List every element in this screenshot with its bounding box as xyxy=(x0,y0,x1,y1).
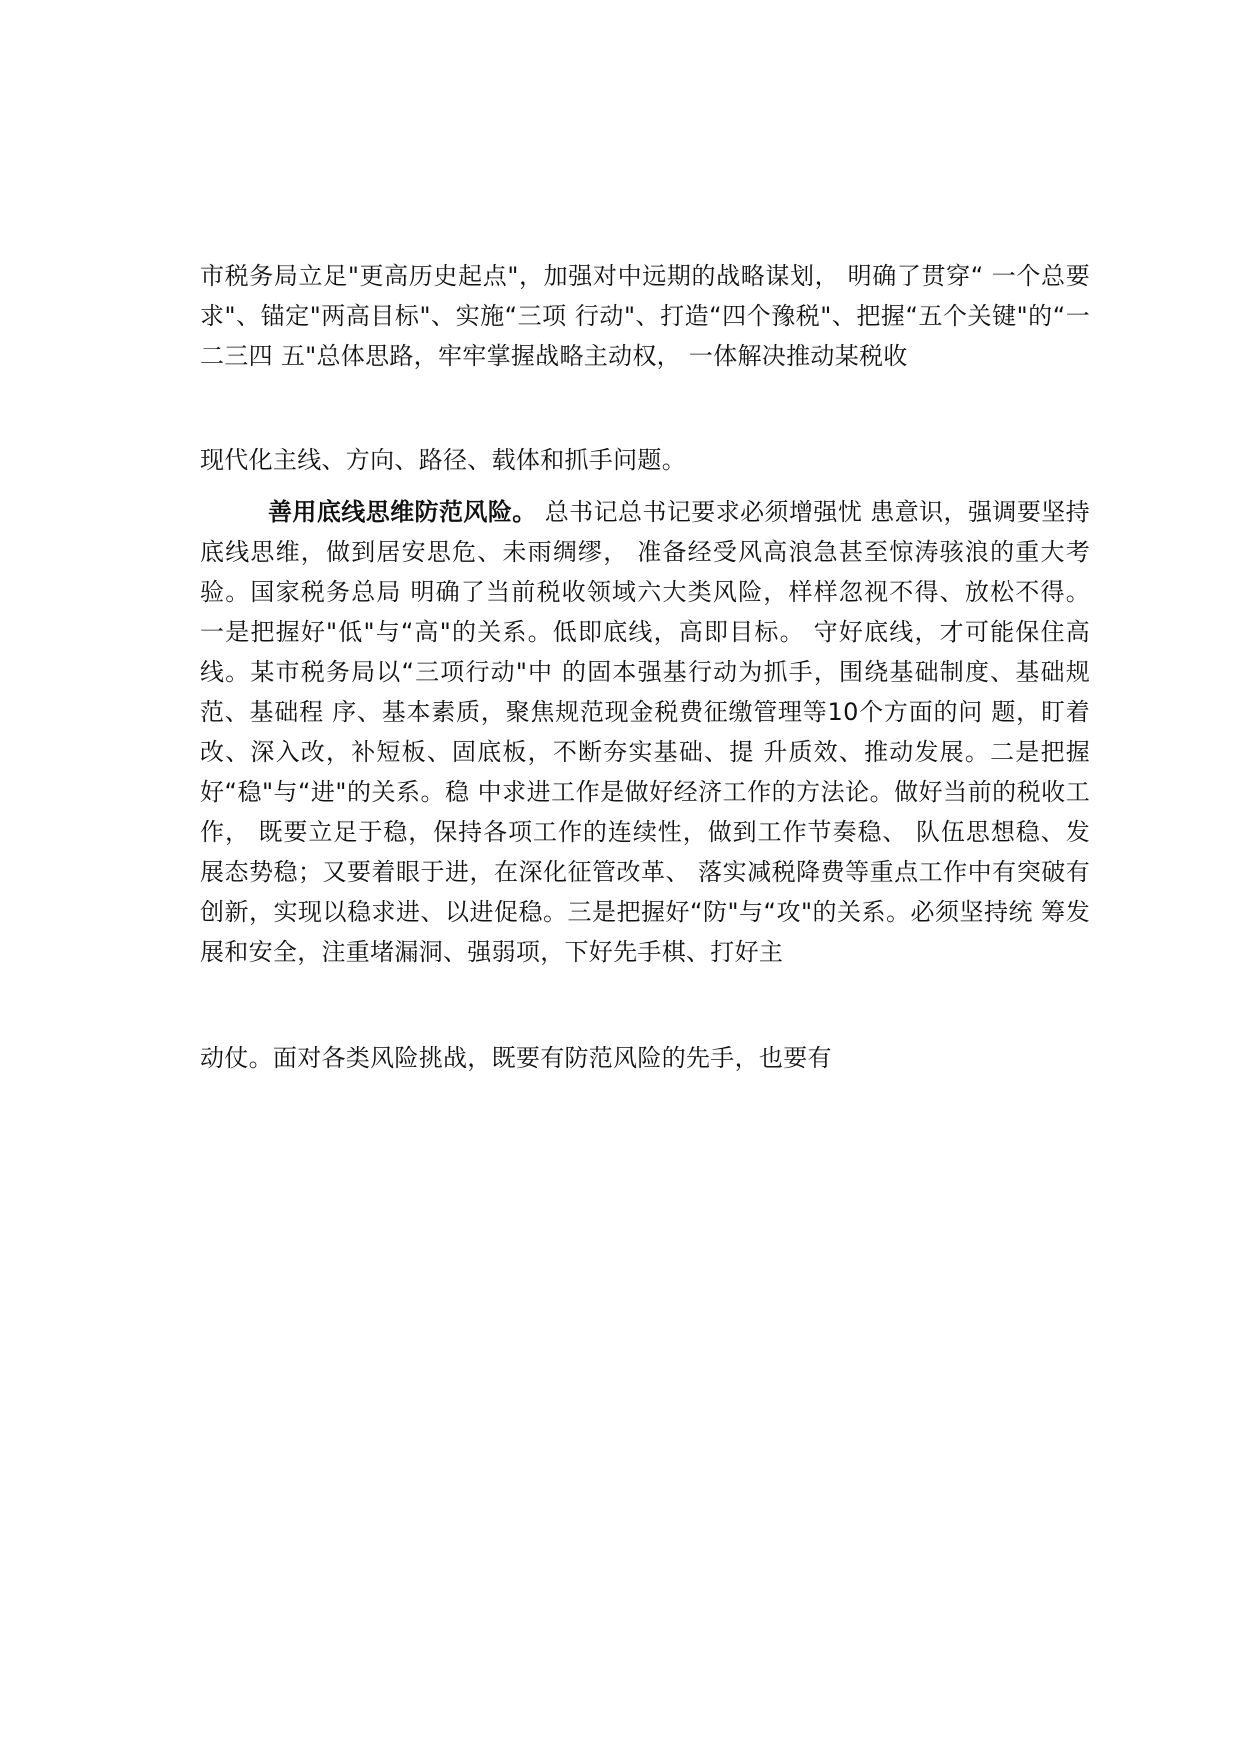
paragraph-strategy: 市税务局立足"更高历史起点"，加强对中远期的战略谋划， 明确了贯穿“ 一个总要求"、锚定"两高目标"、实施“三项 行动"、打造“四个豫税"、把握“五个关键"的“一二三四 五"总体思路，牢牢掌握战略主动权， 一体解决推动某税收 xyxy=(200,262,1090,370)
paragraph-body-text: 总书记总书记要求必须增强忧 患意识，强调要坚持底线思维，做到居安思危、未雨绸缪， 准备经受风高浪急甚至惊涛骇浪的重大考验。国家税务总局 明确了当前税收领域六大类风险，样样忽视不得、放松不得。 一是把握好"低"与“高"的关系。低即底线，高即目标。 守好底线，才可能保住高线。某市税务局以“三项行动"中 的固本强基行动为抓手，围绕基础制度、基础规范、基础程 序、基本素质，聚焦规范现金税费征缴管理等10个方面的问 题，盯着改、深入改，补短板、固底板，不断夯实基础、提 升质效、推动发展。二是把握好“稳"与“进"的关系。稳 中求进工作是做好经济工作的方法论。做好当前的税收工作， 既要立足于稳，保持各项工作的连续性，做到工作节奏稳、 队伍思想稳、发展态势稳；又要着眼于进，在深化征管改革、 落实减税降费等重点工作中有突破有创新，实现以稳求进、以进促稳。三是把握好“防"与“攻"的关系。必须坚持统 筹发展和安全，注重堵漏洞、强弱项，下好先手棋、打好主 xyxy=(200,498,1090,966)
paragraph-risk-prevention xyxy=(200,492,1090,972)
paragraph-lead-heading: 善用底线思维防范风险。 xyxy=(268,498,537,526)
paragraph-modernization: 现代化主线、方向、路径、载体和抓手问题。 xyxy=(200,446,686,474)
paragraph-initiative: 动仗。面对各类风险挑战，既要有防范风险的先手，也要有 xyxy=(200,1044,832,1072)
